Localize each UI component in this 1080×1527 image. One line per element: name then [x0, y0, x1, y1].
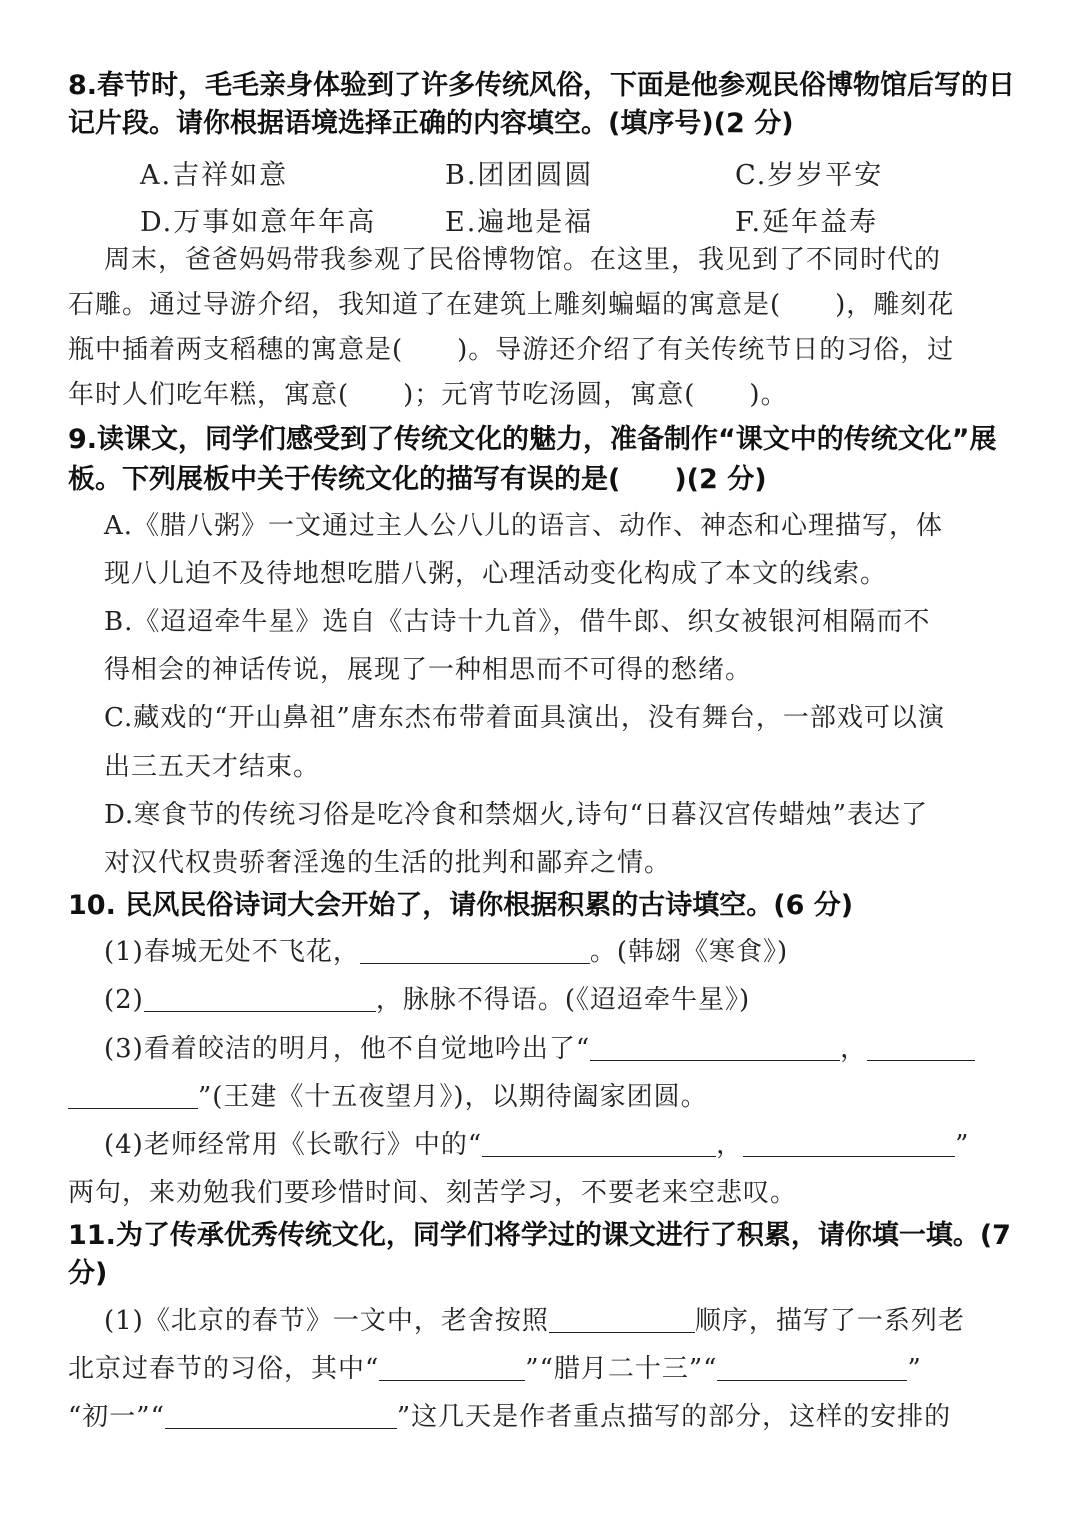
q8-passage-line: 年时人们吃年糕，寓意( )；元宵节吃汤圆，寓意( )。 — [68, 380, 788, 410]
q8-passage-line: 周末，爸爸妈妈带我参观了民俗博物馆。在这里，我见到了不同时代的 — [104, 245, 942, 275]
q11-item1-line3 — [68, 1402, 951, 1433]
q10-item1-prompt: (1)春城无处不飞花， — [104, 937, 360, 967]
q11-item1-text4: “初一”“ — [68, 1402, 165, 1432]
q8-passage-line: 石雕。通过导游介绍，我知道了在建筑上雕刻蝙蝠的寓意是( )，雕刻花 — [68, 290, 955, 320]
q9-choice-line: A.《腊八粥》一文通过主人公八儿的语言、动作、神态和心理描写，体 — [104, 511, 944, 541]
q10-item3-blank-b-cont[interactable] — [68, 1082, 198, 1109]
q10-item3-prompt: (3)看着皎洁的明月，他不自觉地吟出了“ — [104, 1034, 591, 1064]
q10-item-1 — [104, 937, 788, 968]
q10-item3-blank-b[interactable] — [867, 1034, 975, 1061]
q10-item1-source: 。(韩翃《寒食》) — [589, 937, 789, 967]
q11-item1-text5: ”这几天是作者重点描写的部分，这样的安排的 — [396, 1402, 952, 1432]
q10-item3-blank-a[interactable] — [590, 1034, 840, 1061]
q10-item3-comma: ， — [840, 1034, 868, 1064]
q10-item2-number: (2) — [104, 985, 144, 1015]
q8-heading-line2: 记片段。请你根据语境选择正确的内容填空。(填序号)(2 分) — [68, 108, 794, 139]
q10-item1-blank[interactable] — [360, 937, 590, 964]
q9-choice-line: C.藏戏的“开山鼻祖”唐东杰布带着面具演出，没有舞台，一部戏可以演 — [104, 703, 945, 733]
q8-option-d: D.万事如意年年高 — [140, 207, 377, 238]
q10-item-3-cont — [68, 1082, 708, 1113]
q11-heading-line2: 分) — [68, 1258, 108, 1289]
q11-item1-text: 顺序，描写了一系列老 — [694, 1306, 965, 1336]
q8-option-a: A.吉祥如意 — [140, 160, 289, 191]
q11-item1-blank-order[interactable] — [549, 1306, 695, 1333]
q10-item4-blank-b[interactable] — [743, 1130, 955, 1157]
q10-item4-tail: 两句，来劝勉我们要珍惜时间、刻苦学习，不要老来空悲叹。 — [68, 1178, 798, 1208]
q8-heading-line1: 8.春节时，毛毛亲身体验到了许多传统风俗，下面是他参观民俗博物馆后写的日 — [68, 70, 1016, 101]
q9-heading-line2: 板。下列展板中关于传统文化的描写有误的是( )(2 分) — [68, 464, 767, 495]
q10-item-3 — [104, 1034, 975, 1065]
q11-item1-prompt: (1)《北京的春节》一文中，老舍按照 — [104, 1306, 549, 1336]
q9-heading-line1: 9.读课文，同学们感受到了传统文化的魅力，准备制作“课文中的传统文化”展 — [68, 424, 997, 455]
q9-choice-line: 对汉代权贵骄奢淫逸的生活的批判和鄙弃之情。 — [104, 848, 672, 878]
q10-item2-blank[interactable] — [144, 985, 376, 1012]
q8-option-f: F.延年益寿 — [735, 207, 879, 238]
q10-item4-prompt: (4)老师经常用《长歌行》中的“ — [104, 1130, 483, 1160]
q8-passage-line: 瓶中插着两支稻穗的寓意是( )。导游还介绍了有关传统节日的习俗，过 — [68, 335, 955, 365]
q9-choice-line: 得相会的神话传说，展现了一种相思而不可得的愁绪。 — [104, 655, 753, 685]
q9-choice-line: D.寒食节的传统习俗是吃冷食和禁烟火,诗句“日暮汉宫传蜡烛”表达了 — [104, 800, 929, 830]
q8-option-e: E.遍地是福 — [445, 207, 594, 238]
q11-item1-blank-b[interactable] — [717, 1354, 907, 1381]
q8-option-b: B.团团圆圆 — [445, 160, 594, 191]
q9-choice-line: 出三五天才结束。 — [104, 752, 321, 782]
q10-item-4 — [104, 1130, 969, 1161]
q11-item1-close-quote: ” — [907, 1354, 922, 1384]
q11-heading-line1: 11.为了传承优秀传统文化，同学们将学过的课文进行了积累，请你填一填。(7 — [68, 1220, 1011, 1251]
q11-item1-line1 — [104, 1306, 965, 1337]
q10-item-2 — [104, 985, 750, 1016]
q8-option-c: C.岁岁平安 — [735, 160, 884, 191]
q10-item4-blank-a[interactable] — [482, 1130, 716, 1157]
q10-item2-source: ，脉脉不得语。(《迢迢牵牛星》) — [375, 985, 751, 1015]
q11-item1-text2: 北京过春节的习俗，其中“ — [68, 1354, 380, 1384]
q9-choice-line: B.《迢迢牵牛星》选自《古诗十九首》，借牛郎、织女被银河相隔而不 — [104, 607, 931, 637]
q10-item4-comma: ， — [716, 1130, 744, 1160]
q10-heading: 10. 民风民俗诗词大会开始了，请你根据积累的古诗填空。(6 分) — [68, 890, 854, 921]
q10-item3-source: ”(王建《十五夜望月》)，以期待阖家团圆。 — [198, 1082, 708, 1112]
q11-item1-blank-c[interactable] — [165, 1402, 397, 1429]
q11-item1-text3: ”“腊月二十三”“ — [525, 1354, 718, 1384]
q9-choice-line: 现八儿迫不及待地想吃腊八粥，心理活动变化构成了本文的线索。 — [104, 559, 888, 589]
q10-item4-close-quote: ” — [955, 1130, 970, 1160]
q11-item1-blank-a[interactable] — [379, 1354, 525, 1381]
q11-item1-line2 — [68, 1354, 922, 1385]
